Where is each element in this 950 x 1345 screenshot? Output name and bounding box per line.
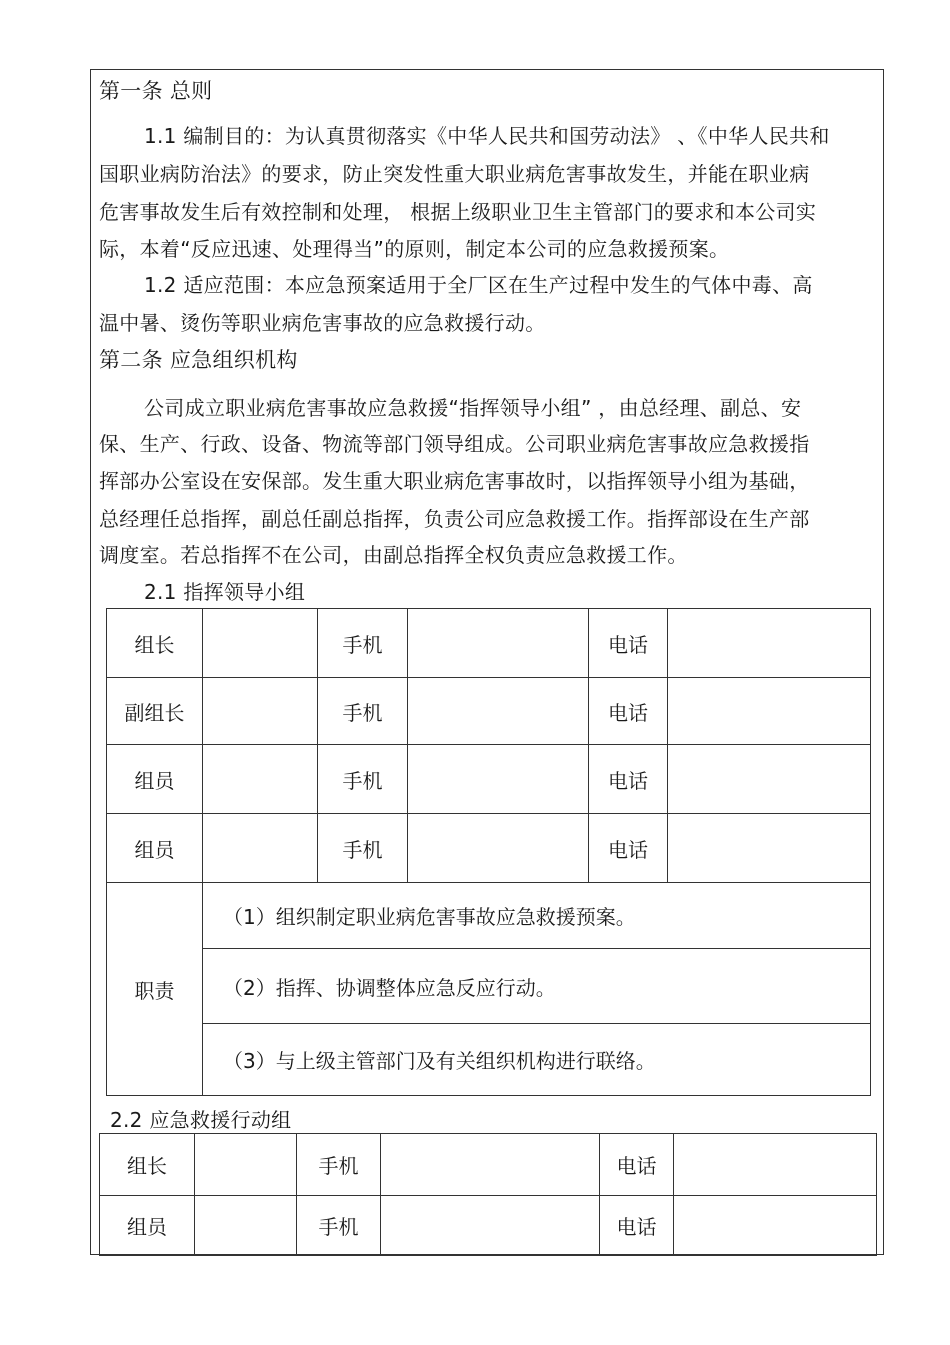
mobile-label: 手机 bbox=[318, 745, 408, 814]
phone-cell bbox=[668, 745, 871, 814]
group-2-title: 2.2 应急救援行动组 bbox=[110, 1108, 292, 1132]
table-row bbox=[107, 883, 871, 949]
phone-cell bbox=[668, 609, 871, 678]
mobile-label: 手机 bbox=[297, 1196, 381, 1256]
phone-cell bbox=[674, 1134, 877, 1196]
name-cell bbox=[203, 609, 318, 678]
duties-label: 职责 bbox=[107, 883, 203, 1096]
section-1-p1-line: 危害事故发生后有效控制和处理， 根据上级职业卫生主管部门的要求和本公司实 bbox=[99, 200, 817, 224]
phone-label: 电话 bbox=[589, 745, 668, 814]
table-row bbox=[107, 1024, 871, 1096]
mobile-cell bbox=[408, 814, 589, 883]
name-cell bbox=[195, 1196, 297, 1256]
phone-label: 电话 bbox=[589, 609, 668, 678]
phone-label: 电话 bbox=[600, 1134, 674, 1196]
mobile-label: 手机 bbox=[318, 814, 408, 883]
section-1-p2-line: 温中暑、烫伤等职业病危害事故的应急救援行动。 bbox=[99, 311, 546, 335]
section-1-p1-line: 际，本着“反应迅速、处理得当”的原则，制定本公司的应急救援预案。 bbox=[99, 237, 730, 261]
phone-label: 电话 bbox=[600, 1196, 674, 1256]
section-2-p1-line: 挥部办公室设在安保部。发生重大职业病危害事故时，以指挥领导小组为基础， bbox=[99, 469, 810, 493]
mobile-label: 手机 bbox=[318, 609, 408, 678]
section-1-p1-line: 1.1 编制目的：为认真贯彻落实《中华人民共和国劳动法》 、《中华人民共和 bbox=[144, 124, 830, 148]
table-row bbox=[107, 745, 871, 814]
section-2-p1-line: 调度室。若总指挥不在公司，由副总指挥全权负责应急救援工作。 bbox=[99, 543, 688, 567]
phone-cell bbox=[668, 814, 871, 883]
mobile-cell bbox=[408, 609, 589, 678]
mobile-cell bbox=[381, 1196, 600, 1256]
role-cell: 组员 bbox=[107, 814, 203, 883]
section-2-p1-line: 公司成立职业病危害事故应急救援“指挥领导小组” ，由总经理、副总、安 bbox=[144, 396, 802, 420]
phone-cell bbox=[674, 1196, 877, 1256]
phone-label: 电话 bbox=[589, 678, 668, 745]
name-cell bbox=[203, 814, 318, 883]
role-cell: 组长 bbox=[100, 1134, 195, 1196]
name-cell bbox=[203, 745, 318, 814]
leadership-group-table bbox=[106, 608, 871, 1096]
mobile-label: 手机 bbox=[318, 678, 408, 745]
section-2-p1-line: 保、生产、行政、设备、物流等部门领导组成。公司职业病危害事故应急救援指 bbox=[99, 432, 810, 456]
section-2-p1-line: 总经理任总指挥，副总任副总指挥，负责公司应急救援工作。指挥部设在生产部 bbox=[99, 507, 810, 531]
role-cell: 组长 bbox=[107, 609, 203, 678]
section-2-heading: 第二条 应急组织机构 bbox=[99, 348, 298, 372]
phone-cell bbox=[668, 678, 871, 745]
role-cell: 组员 bbox=[100, 1196, 195, 1256]
table-row bbox=[107, 814, 871, 883]
table-row bbox=[107, 949, 871, 1024]
table-row bbox=[107, 678, 871, 745]
group-1-title: 2.1 指挥领导小组 bbox=[144, 580, 306, 604]
table-row bbox=[107, 609, 871, 678]
duty-item: （3）与上级主管部门及有关组织机构进行联络。 bbox=[203, 1024, 871, 1096]
section-1-p2-line: 1.2 适应范围：本应急预案适用于全厂区在生产过程中发生的气体中毒、高 bbox=[144, 273, 813, 297]
mobile-cell bbox=[381, 1134, 600, 1196]
name-cell bbox=[203, 678, 318, 745]
name-cell bbox=[195, 1134, 297, 1196]
role-cell: 组员 bbox=[107, 745, 203, 814]
mobile-cell bbox=[408, 745, 589, 814]
action-group-table bbox=[99, 1133, 877, 1256]
mobile-cell bbox=[408, 678, 589, 745]
duty-item: （2）指挥、协调整体应急反应行动。 bbox=[203, 949, 871, 1024]
table-row bbox=[100, 1196, 877, 1256]
mobile-label: 手机 bbox=[297, 1134, 381, 1196]
table-row bbox=[100, 1134, 877, 1196]
section-1-p1-line: 国职业病防治法》的要求，防止突发性重大职业病危害事故发生，并能在职业病 bbox=[99, 162, 810, 186]
section-1-heading: 第一条 总则 bbox=[99, 79, 213, 103]
duty-item: （1）组织制定职业病危害事故应急救援预案。 bbox=[203, 883, 871, 949]
role-cell: 副组长 bbox=[107, 678, 203, 745]
phone-label: 电话 bbox=[589, 814, 668, 883]
